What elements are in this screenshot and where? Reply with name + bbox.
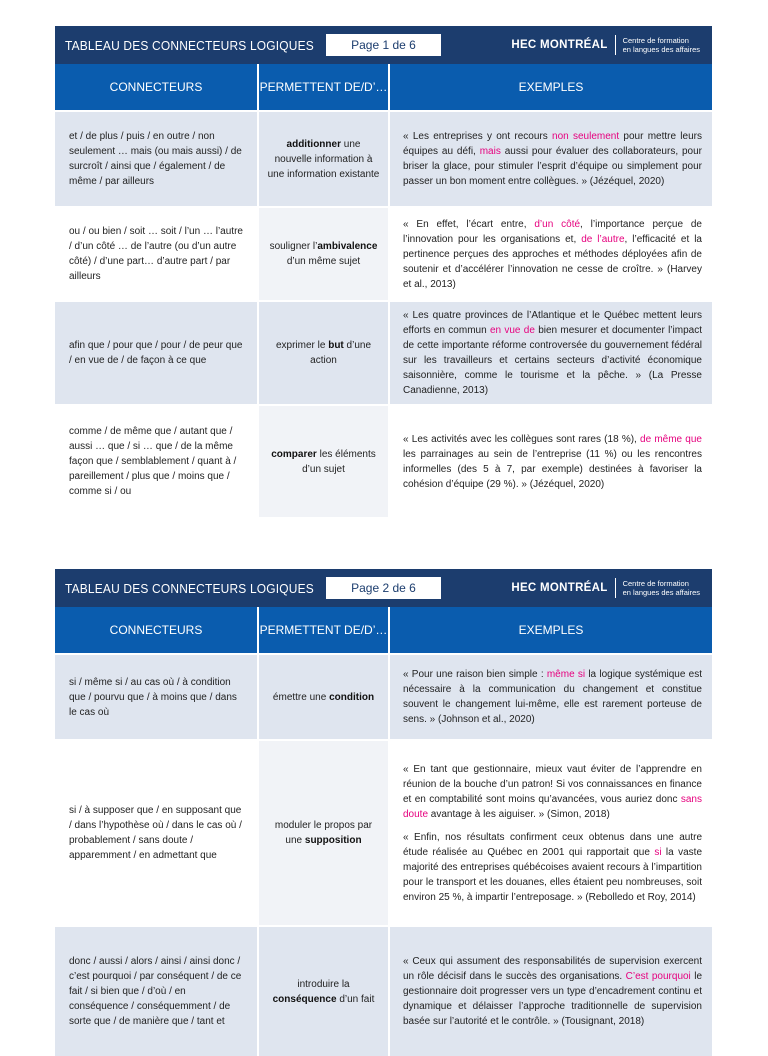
fonction-keyword: supposition (304, 835, 362, 846)
connecteurs-cell: donc / aussi / alors / ainsi / ainsi donc / c’est pourquoi / par conséquent / de ce fait / si bien que / d’où / en conséquence / conséquemment / de sorte que / de manière que / tant et (55, 926, 258, 1056)
connector-highlight: C’est pourquoi (625, 971, 691, 982)
header-fonction: PERMETTENT DE/D’… (258, 64, 389, 111)
connector-highlight: sans doute (403, 793, 702, 820)
header-fonction: PERMETTENT DE/D’… (258, 607, 389, 654)
header-exemples: EXEMPLES (389, 64, 712, 111)
hec-logo: HEC MONTRÉAL (511, 582, 608, 594)
table-row (55, 654, 712, 740)
example-quote: « Enfin, nos résultats confirment ceux obtenus dans une autre étude réalisée au Québec en 2001 qui rapportait que si la vaste majorité des entreprises québécoises avaient recours à l’impartition pour le transport et les douanes, elles étaient peu nombreuses, soit environ 25 %, à impartir l’entreposage. » (Rebolledo et Roy, 2014) (403, 831, 703, 903)
fonction-cell: additionner une nouvelle information à une information existante (258, 111, 389, 207)
header-connecteurs: CONNECTEURS (55, 64, 258, 111)
doc-title: TABLEAU DES CONNECTEURS LOGIQUES (65, 580, 314, 596)
fonction-cell: souligner l’ambivalence d’un même sujet (258, 207, 389, 301)
connector-highlight: d’un côté (534, 218, 581, 230)
example-quote: « Les activités avec les collègues sont rares (18 %), de même que les parrainages au sein de l’entreprise (11 %) ou les rencontres informelles (des 5 à 7, par exemple) destinées à favoriser la cohésion d’équipe (29 %). » (Jézéquel, 2020) (403, 433, 702, 490)
example-quote: « En tant que gestionnaire, mieux vaut éviter de l’apprendre en réunion de la bouche d’un patron! Si vos connaissances en finance et en comptabilité sont moins qu’avancées, vous auriez donc sans doute avantage à les aiguiser. » (Simon, 2018) (403, 763, 702, 820)
connector-highlight: non seulement (552, 131, 620, 142)
brand-block (511, 32, 700, 58)
table-page-1 (55, 26, 712, 517)
exemples-cell (389, 111, 712, 207)
connecteurs-cell: si / même si / au cas où / à condition que / pourvu que / à moins que / dans le cas où (55, 654, 258, 740)
exemples-cell (389, 740, 712, 926)
exemples-cell (389, 207, 712, 301)
example-quote: « Les entreprises y ont recours non seulement pour mettre leurs équipes au défi, mais aussi pour évaluer des collaborateurs, pour briser la glace, pour stimuler l’esprit d’équipe ou simplement pour passer un bon moment entre collègues. » (Jézéquel, 2020) (403, 131, 702, 187)
fonction-keyword: conséquence (272, 993, 337, 1005)
fonction-keyword: condition (329, 691, 375, 703)
fonction-cell: introduire la conséquence d’un fait (258, 926, 389, 1056)
exemples-cell (389, 405, 712, 517)
brand-divider (615, 35, 616, 55)
connectors-table (55, 607, 712, 1056)
fonction-cell: exprimer le but d’une action (258, 301, 389, 405)
table-row (55, 207, 712, 301)
connector-highlight: de même que (640, 433, 702, 445)
connector-highlight: de l’autre (581, 233, 625, 245)
brand-subtitle: Centre de formation en langues des affaires (622, 36, 700, 54)
example-quote: « Pour une raison bien simple : même si la logique systémique est nécessaire à la communication du changement et constitue souvent le changement lui-même, elle est rarement porteuse de sens. » (Johnson et al., 2020) (403, 669, 702, 725)
hec-logo: HEC MONTRÉAL (511, 39, 608, 51)
fonction-cell: moduler le propos par une supposition (258, 740, 389, 926)
connecteurs-cell: ou / ou bien / soit … soit / l’un … l’autre / d’un côté … de l’autre (ou d’un autre côté) / d’une part… d’autre part / par ailleurs (55, 207, 258, 301)
exemples-cell (389, 654, 712, 740)
table-row (55, 111, 712, 207)
brand-block (511, 575, 700, 601)
connector-highlight: mais (479, 146, 501, 157)
connecteurs-cell: et / de plus / puis / en outre / non seulement … mais (ou mais aussi) / de surcroît / ainsi que / également / de même / par ailleurs (55, 111, 258, 207)
table-row (55, 926, 712, 1056)
table-row (55, 405, 712, 517)
brand-subtitle: Centre de formation en langues des affaires (622, 579, 700, 597)
page-indicator: Page 2 de 6 (326, 577, 441, 599)
title-bar (55, 26, 712, 64)
fonction-keyword: ambivalence (317, 241, 378, 252)
header-exemples: EXEMPLES (389, 607, 712, 654)
connecteurs-cell: si / à supposer que / en supposant que / dans l’hypothèse où / dans le cas où / probablement / sans doute / apparemment / en admettant que (55, 740, 258, 926)
example-quote: « Ceux qui assument des responsabilités de supervision exercent un rôle décisif dans le succès des organisations. C’est pourquoi le gestionnaire doit progresser vers un type d’encadrement continu et dynamique et délaisser l’approche traditionnelle de supervision basée sur l’autorité et le contrôle. » (Tousignant, 2018) (403, 956, 703, 1027)
fonction-cell: émettre une condition (258, 654, 389, 740)
header-connecteurs: CONNECTEURS (55, 607, 258, 654)
fonction-keyword: additionner (286, 138, 341, 150)
fonction-cell: comparer les éléments d’un sujet (258, 405, 389, 517)
fonction-keyword: but (328, 340, 344, 351)
example-quote: « En effet, l’écart entre, d’un côté, l’importance perçue de l’innovation pour les organisations et, de l’autre, l’efficacité et la pertinence perçues des approches et méthodes déployées afin de soutenir et d’accélérer l’innovation ne cesse de croître. » (Harvey et al., 2013) (403, 218, 702, 290)
connector-highlight: même si (546, 669, 586, 680)
connector-highlight: si (654, 846, 662, 858)
connectors-table (55, 64, 712, 517)
doc-title: TABLEAU DES CONNECTEURS LOGIQUES (65, 37, 314, 53)
table-page-2 (55, 569, 712, 1056)
exemples-cell (389, 926, 712, 1056)
connecteurs-cell: afin que / pour que / pour / de peur que / en vue de / de façon à ce que (55, 301, 258, 405)
connecteurs-cell: comme / de même que / autant que / aussi … que / si … que / de la même façon que / semblablement / quant à / pareillement / plus que / moins que / comme si / ou (55, 405, 258, 517)
fonction-keyword: comparer (271, 448, 317, 460)
title-bar (55, 569, 712, 607)
example-quote: « Les quatre provinces de l’Atlantique et le Québec mettent leurs efforts en commun en vue de bien mesurer et documenter l’impact de cette importante réforme controversée du gouvernement fédéral sur les travailleurs et certains secteurs d’activité économique saisonnière, comme le tourisme et la pêche. » (La Presse Canadienne, 2013) (403, 310, 702, 396)
page-indicator: Page 1 de 6 (326, 34, 441, 56)
exemples-cell (389, 301, 712, 405)
table-row (55, 740, 712, 926)
table-row (55, 301, 712, 405)
brand-divider (615, 578, 616, 598)
connector-highlight: en vue de (489, 325, 535, 336)
